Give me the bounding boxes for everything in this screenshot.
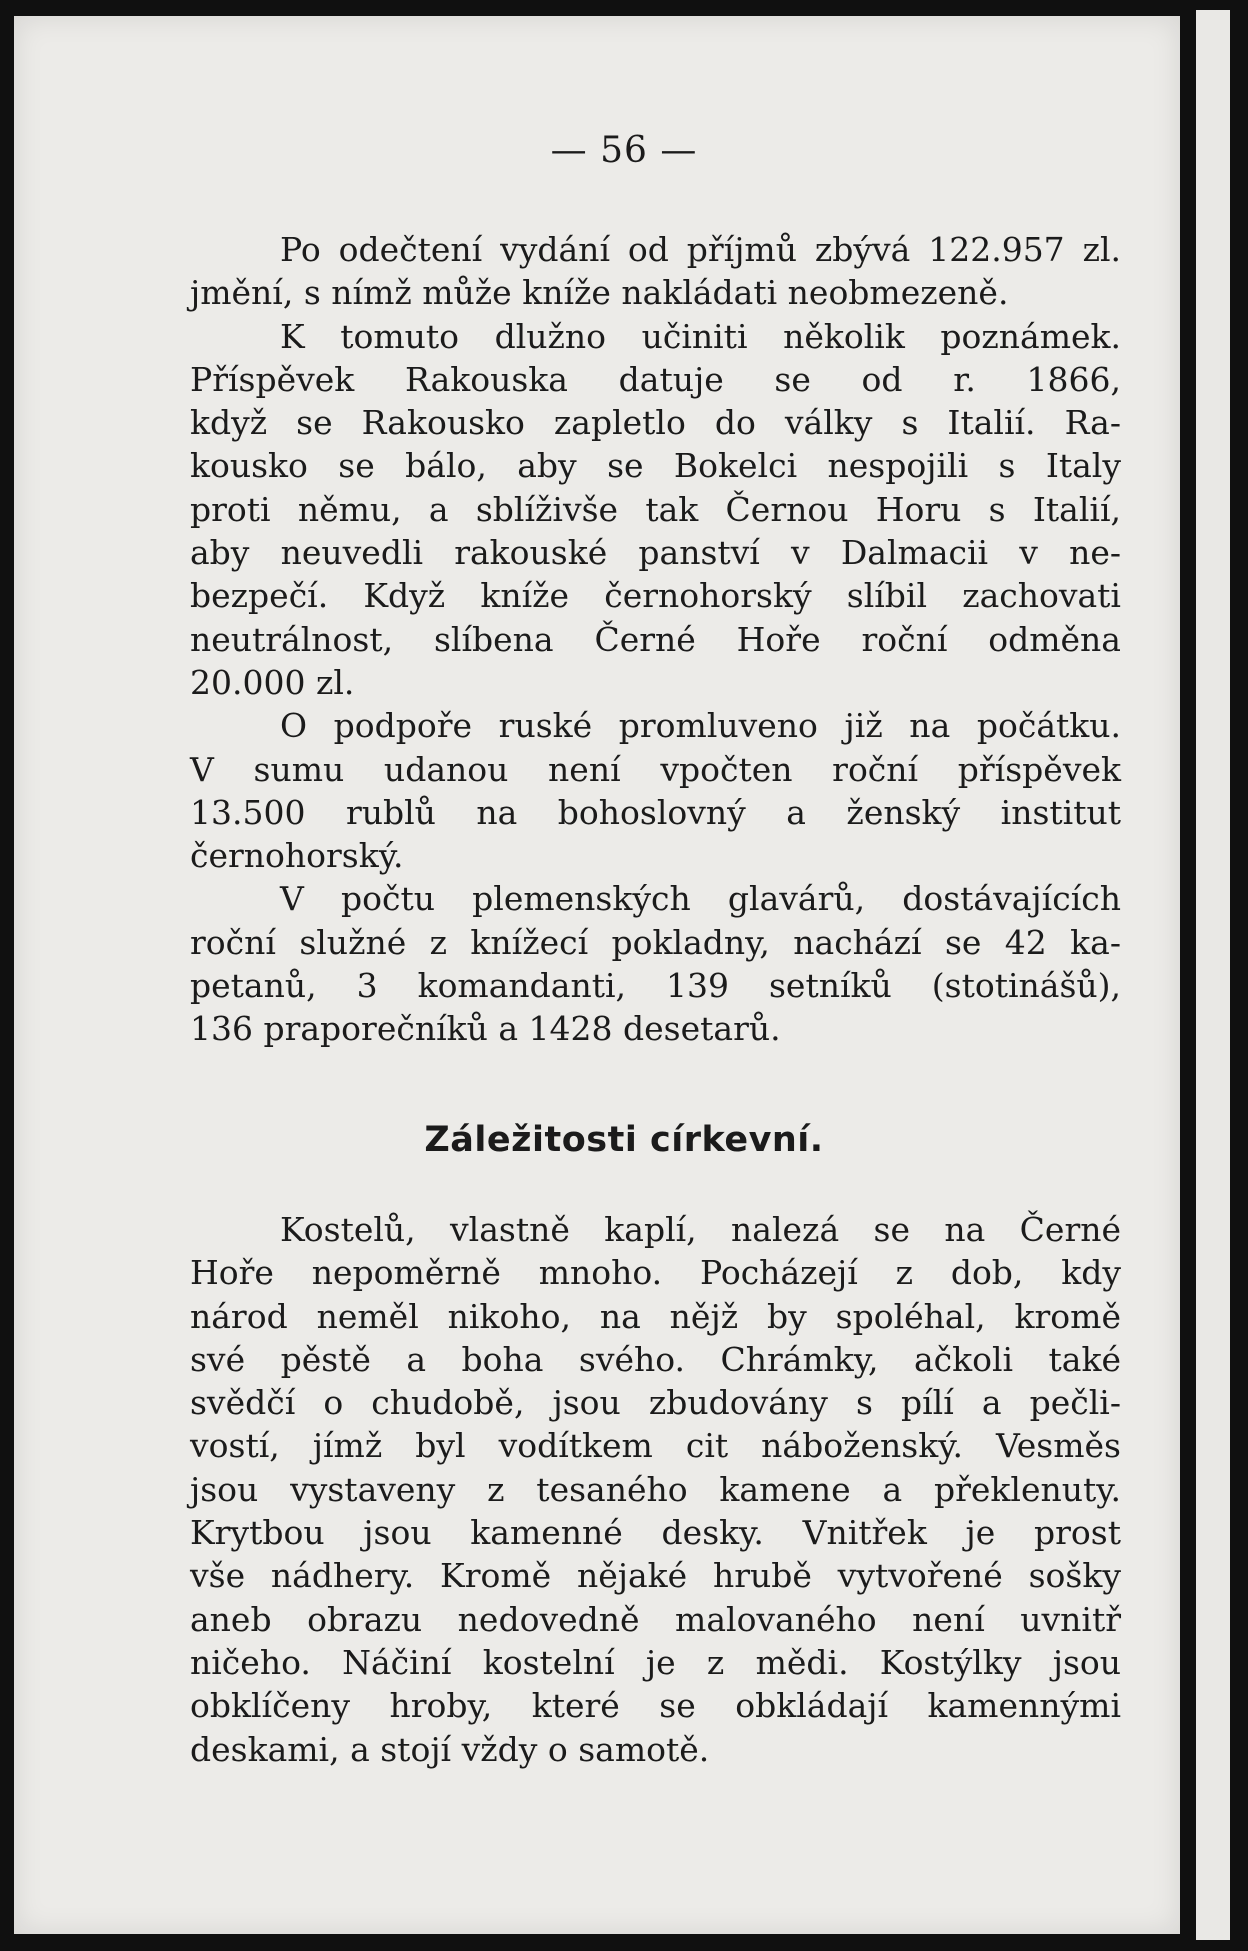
text-line: aneb obrazu nedovedně malovaného není uvnitř (190, 1599, 1121, 1639)
text-line: obklíčeny hroby, které se obkládají kamennými (190, 1686, 1121, 1726)
text-line: 136 praporečníků a 1428 desetarů. (190, 1009, 781, 1049)
next-page-edge (1196, 10, 1230, 1940)
text-line: bezpečí. Když kníže černohorský slíbil zachovati (190, 576, 1121, 616)
text-line: ničeho. Náčiní kostelní je z mědi. Kostýlky jsou (190, 1642, 1121, 1682)
section-heading: Záležitosti církevní. (424, 1120, 824, 1160)
page-number: — 56 — (550, 130, 698, 171)
text-line: když se Rakousko zapletlo do války s Italií. Ra- (190, 403, 1121, 443)
text-line: roční služné z knížecí pokladny, nachází se 42 ka- (190, 922, 1121, 962)
text-line: V počtu plemenských glavárů, dostávajících (280, 879, 1121, 919)
text-block-1 (190, 228, 1121, 1051)
text-line: aby neuvedli rakouské panství v Dalmacii v ne- (190, 533, 1121, 573)
text-line: K tomuto dlužno učiniti několik poznámek. (280, 316, 1121, 356)
text-line: V sumu udanou není vpočten roční příspěvek (190, 749, 1121, 789)
text-line: Kostelů, vlastně kaplí, nalezá se na Černé (280, 1210, 1121, 1249)
text-line: Hoře nepoměrně mnoho. Pocházejí z dob, kdy (190, 1253, 1121, 1293)
text-line: O podpoře ruské promluveno již na počátku. (280, 706, 1121, 746)
text-line: svědčí o chudobě, jsou zbudovány s pílí a pečli- (190, 1383, 1121, 1423)
text-line: proti němu, a sblíživše tak Černou Horu s Italií, (190, 489, 1121, 529)
text-line: deskami, a stojí vždy o samotě. (190, 1729, 710, 1769)
text-line: své pěstě a boha svého. Chrámky, ačkoli také (190, 1339, 1121, 1379)
text-line: petanů, 3 komandanti, 139 setníků (stotinášů), (190, 966, 1121, 1006)
text-line: národ neměl nikoho, na nějž by spoléhal, kromě (190, 1296, 1121, 1336)
text-line: neutrálnost, slíbena Černé Hoře roční odměna (190, 619, 1121, 659)
text-line: kousko se bálo, aby se Bokelci nespojili s Italy (190, 446, 1121, 486)
text-line: 13.500 rublů na bohoslovný a ženský institut (190, 792, 1121, 832)
text-line: vše nádhery. Kromě nějaké hrubě vytvořené sošky (190, 1556, 1121, 1596)
paragraph-2 (190, 315, 1121, 705)
text-line: černohorský. (190, 836, 404, 876)
text-line: 20.000 zl. (190, 662, 355, 702)
text-block-2 (190, 1208, 1121, 1771)
text-line: jmění, s nímž může kníže nakládati neobmezeně. (190, 273, 1009, 313)
text-line: vostí, jímž byl vodítkem cit náboženský. Vesměs (190, 1426, 1121, 1466)
text-line: Krytbou jsou kamenné desky. Vnitřek je prost (190, 1513, 1121, 1553)
text-line: Po odečtení vydání od příjmů zbývá 122.957 zl. (280, 230, 1121, 269)
text-line: Příspěvek Rakouska datuje se od r. 1866, (190, 359, 1121, 399)
paragraph-3 (190, 704, 1121, 877)
paragraph-5 (190, 1208, 1121, 1771)
paragraph-1 (190, 228, 1121, 315)
text-line: jsou vystaveny z tesaného kamene a překlenuty. (190, 1469, 1121, 1509)
paragraph-4 (190, 877, 1121, 1050)
